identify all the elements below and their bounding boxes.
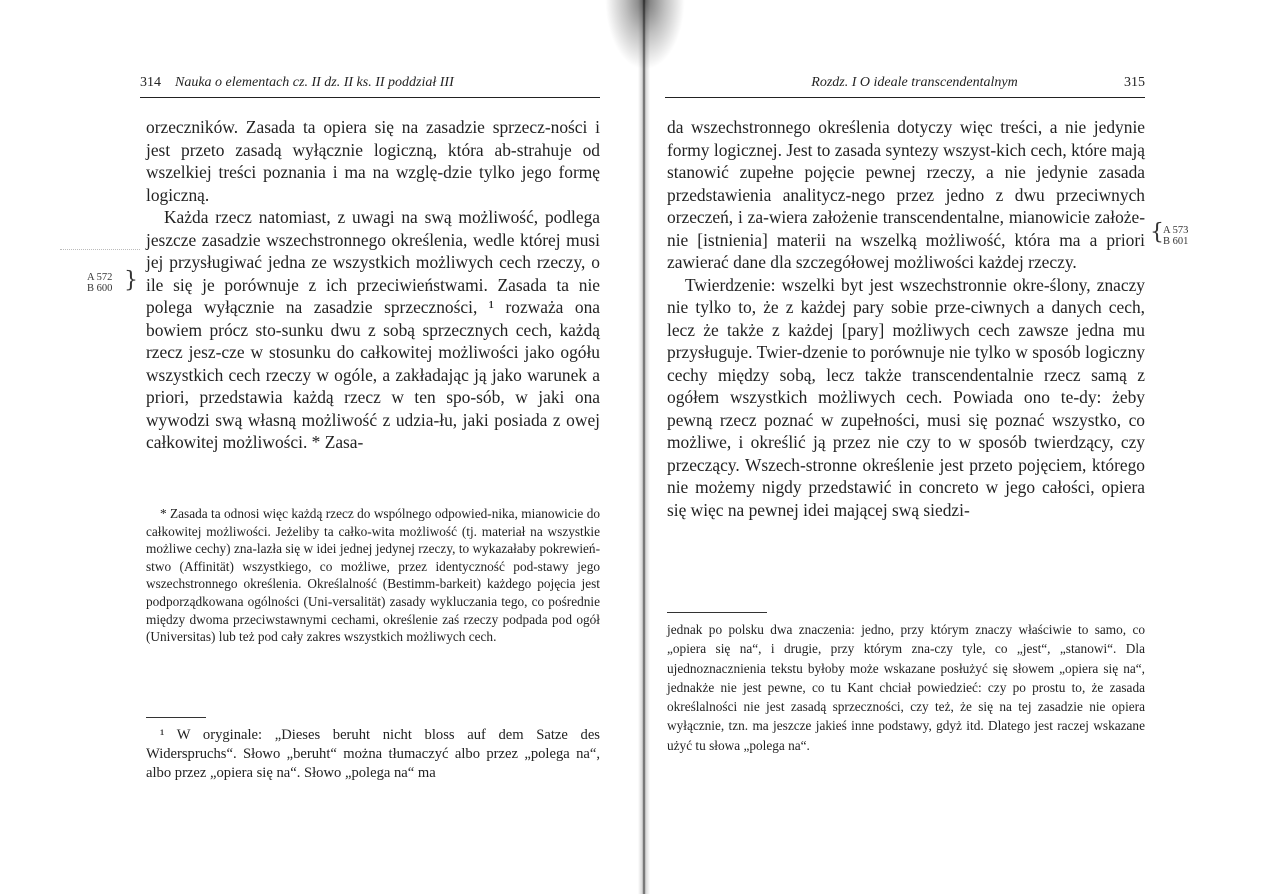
margin-note-a: A 572: [87, 272, 113, 283]
left-margin-note: [87, 272, 112, 294]
footnote-continued: jednak po polsku dwa znaczenia: jedno, przy którym znaczy właściwie to samo, co „opiera się na“, i drugie, przy którym zna-czy tyle, co „jest“, „stanowi“. Dla ujednoznacznienia tekstu byłoby może wskazane posłużyć się słowem „opiera się na“, jednakże nie jest pewne, co tu Kant chciał powiedzieć: czy po prostu to, że zasada określalności nie jest zasadą sprzeczności, czy też, że się na tej zasadzie nie opiera wyłącznie, tzn. ma jeszcze jakieś inne podstawy, gdyż itd. Dlatego jest raczej wskazane użyć tu słowa „polega na“.: [667, 622, 1145, 753]
right-body-text: [667, 116, 1145, 521]
footnote-separator: [146, 717, 206, 718]
right-margin-note: [1163, 225, 1188, 247]
margin-note-a: A 573: [1163, 225, 1189, 236]
right-running-title: Rozdz. I O ideale transcendentalnym: [811, 75, 1018, 90]
right-page-header: [665, 75, 1145, 98]
paragraph: da wszechstronnego określenia dotyczy więc treści, a nie jedynie formy logicznej. Jest to zasada syntezy wszyst-kich cech, które mają stanowić zupełne pojęcie pewnej rzeczy, a nie jedynie zasada przedstawienia analitycz-nego przez jedno z dwu przeciwnych orzeczeń, i za-wiera założenie transcendentalne, mianowicie założe-nie [istnienia] materii na wszelką możliwość, która ma a priori zawierać dane dla szczegółowej możliwości każdej rzeczy.: [667, 117, 1145, 272]
left-page-header: [140, 75, 600, 98]
footnote-one: ¹ W oryginale: „Dieses beruht nicht bloss auf dem Satze des Widerspruchs“. Słowo „beruht“ można tłumaczyć albo przez „polega na“, albo przez „opiera się na“. Słowo „polega na“ ma: [146, 727, 600, 781]
margin-brace: {: [1150, 220, 1164, 245]
paragraph: Twierdzenie: wszelki byt jest wszechstronnie okre-ślony, znaczy nie tylko to, że z każdej pary sobie prze-ciwnych a danych cech, lecz że także z każdej [pary] możliwych cech zawsze jedna mu przysługuje. Twier-dzenie to porównuje nie tylko w sposób logiczny cechy między sobą, lecz także transcendentalnie rzecz samą z ogółem wszystkich możliwych cech. Powiada ono te-dy: żeby pewną rzecz poznać w zupełności, musi się poznać wszystko, co możliwe, i określić ją przez nie czy to w sposób twierdzący, czy przeczący. Wszech-stronne określenie jest przeto pojęciem, którego nie możemy nigdy przedstawić in concreto w jego całości, opiera się więc na pewnej idei mającej swą siedzi-: [667, 274, 1145, 520]
margin-dots: [60, 249, 140, 250]
margin-note-b: B 601: [1163, 236, 1189, 247]
footnote-separator: [667, 612, 767, 613]
paragraph: orzeczników. Zasada ta opiera się na zasadzie sprzecz-ności i jest przeto zasadą wyłącznie logiczną, która ab-strahuje od wszelkiej treści poznania i ma na wzglę-dzie tylko jego formę logiczną.: [146, 117, 600, 205]
paragraph: Każda rzecz natomiast, z uwagi na swą możliwość, podlega jeszcze zasadzie wszechstronnego określenia, wedle której musi jej przysługiwać jedna ze wszystkich możliwych cech rzeczy, o ile się je porównuje z ich przeciwieństwami. Zasada ta nie polega wyłącznie na zasadzie sprzeczności, ¹ rozważa ona bowiem prócz sto-sunku dwu z sobą sprzecznych cech, każdą rzecz jesz-cze w stosunku do całkowitej możliwości jako ogółu wszystkich cech rzeczy w ogóle, a zakładając ją jako warunek a priori, przedstawia każdą rzecz w ten spo-sób, w jaki ona wywodzi swą własną możliwość z udzia-łu, jaki posiada z owej całkowitej możliwości. * Zasa-: [146, 207, 600, 452]
left-body-text: [146, 116, 600, 454]
left-page-number: 314: [140, 75, 161, 90]
right-page: [645, 0, 1262, 894]
margin-note-b: B 600: [87, 283, 113, 294]
left-running-title: Nauka o elementach cz. II dz. II ks. II poddział III: [175, 75, 454, 90]
footnote-star: * Zasada ta odnosi więc każdą rzecz do wspólnego odpowied-nika, mianowicie do całkowitej możliwości. Jeżeliby ta całko-wita możliwość (tj. materiał na wszystkie możliwe cechy) zna-lazła się w idei jednej jedynej rzeczy, to wykazałaby pokrewień-stwo (Affinität) wszystkiego, co możliwe, przez identyczność pod-stawy jego wszechstronnego określenia. Określalność (Bestimm-barkeit) każdego pojęcia jest podporządkowana ogólności (Uni-versalität) zasady wykluczania tego, co pośrednie między dwoma przeciwstawnymi cechami, określenie zaś rzeczy podpada pod ogół (Universitas) lub też pod cały zakres wszystkich możliwych cech.: [146, 506, 600, 645]
margin-brace: }: [124, 268, 138, 293]
right-page-number: 315: [1124, 75, 1145, 90]
